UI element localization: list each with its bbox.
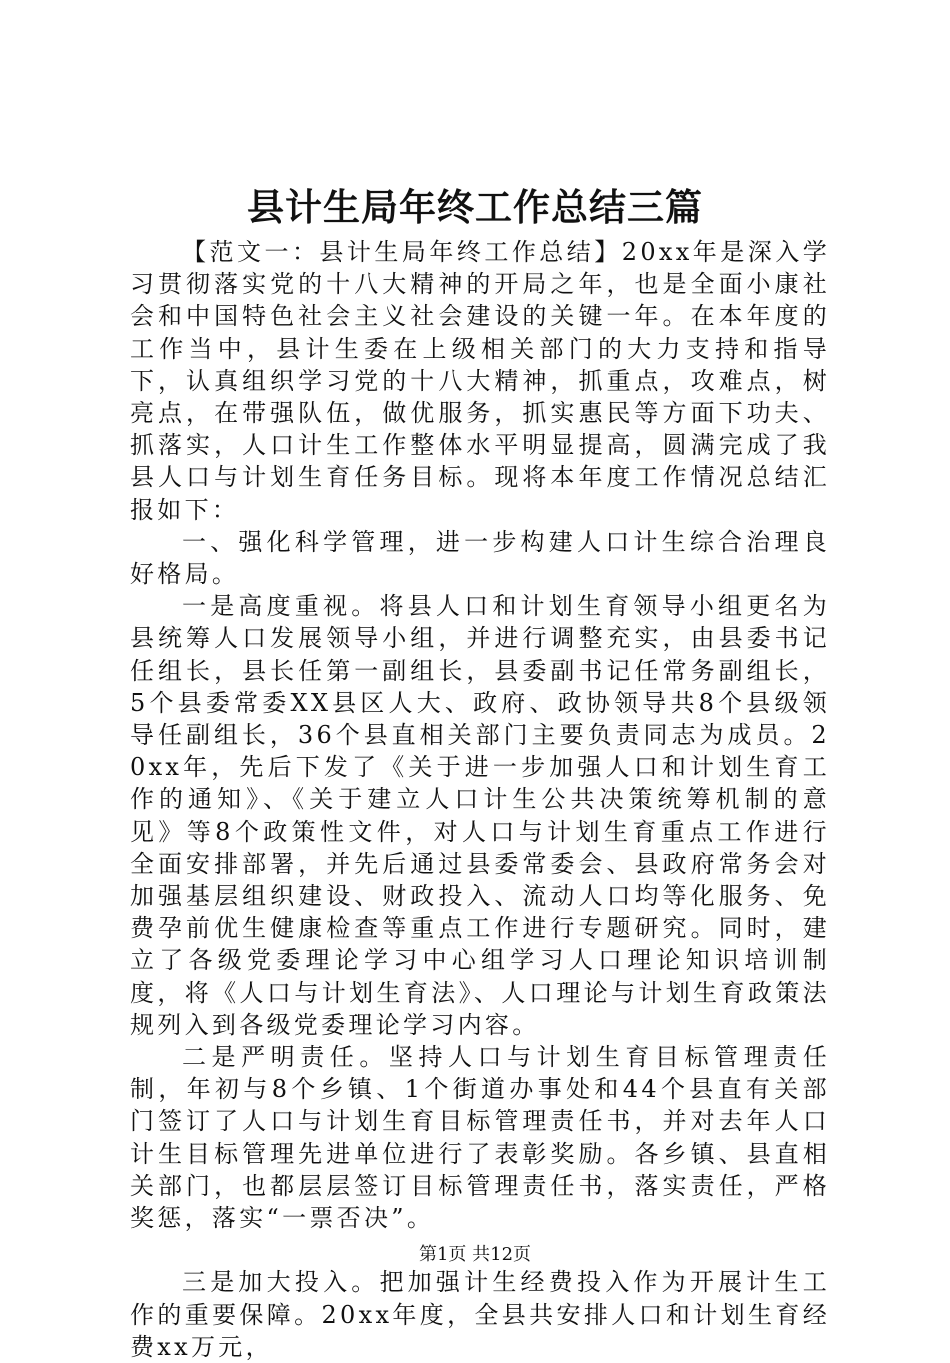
paragraph-intro: 【范文一：县计生局年终工作总结】20xx年是深入学习贯彻落实党的十八大精神的开局之年，也是全面小康社会和中国特色社会主义社会建设的关键一年。在本年度的工作当中，县计生委在上级相关部门的大力支持和指导下，认真组织学习党的十八大精神，抓重点，攻难点，树亮点，在带强队伍，做优服务，抓实惠民等方面下功夫、抓落实，人口计生工作整体水平明显提高，圆满完成了我县人口与计划生育任务目标。现将本年度工作情况总结汇报如下： — [130, 238, 830, 524]
document-title: 县计生局年终工作总结三篇 — [247, 185, 703, 229]
paragraph-point-one: 一是高度重视。将县人口和计划生育领导小组更名为县统筹人口发展领导小组，并进行调整充实，由县委书记任组长，县长任第一副组长，县委副书记任常务副组长，5个县委常委XX县区人大、政府、政协领导共8个县级领导任副组长，36个县直相关部门主要负责同志为成员。20xx年，先后下发了《关于进一步加强人口和计划生育工作的通知》、《关于建立人口计生公共决策统筹机制的意见》等8个政策性文件，对人口与计划生育重点工作进行全面安排部署，并先后通过县委常委会、县政府常务会对加强基层组织建设、财政投入、流动人口均等化服务、免费孕前优生健康检查等重点工作进行专题研究。同时，建立了各级党委理论学习中心组学习人口理论知识培训制度，将《人口与计划生育法》、人口理论与计划生育政策法规列入到各级党委理论学习内容。 — [130, 592, 830, 1039]
document-body — [130, 236, 830, 1363]
paragraph-point-two: 二是严明责任。坚持人口与计划生育目标管理责任制，年初与8个乡镇、1个街道办事处和44个县直有关部门签订了人口与计划生育目标管理责任书，并对去年人口计生目标管理先进单位进行了表彰奖励。各乡镇、县直相关部门，也都层层签订目标管理责任书，落实责任，严格奖惩，落实“一票否决”。 — [130, 1043, 830, 1233]
page-footer: 第1页 共12页 — [418, 1244, 532, 1265]
paragraph-section-heading: 一、强化科学管理，进一步构建人口计生综合治理良好格局。 — [130, 527, 830, 589]
paragraph-point-three: 三是加大投入。把加强计生经费投入作为开展计生工作的重要保障。20xx年度，全县共安排人口和计划生育经费xx万元， — [130, 1268, 830, 1361]
